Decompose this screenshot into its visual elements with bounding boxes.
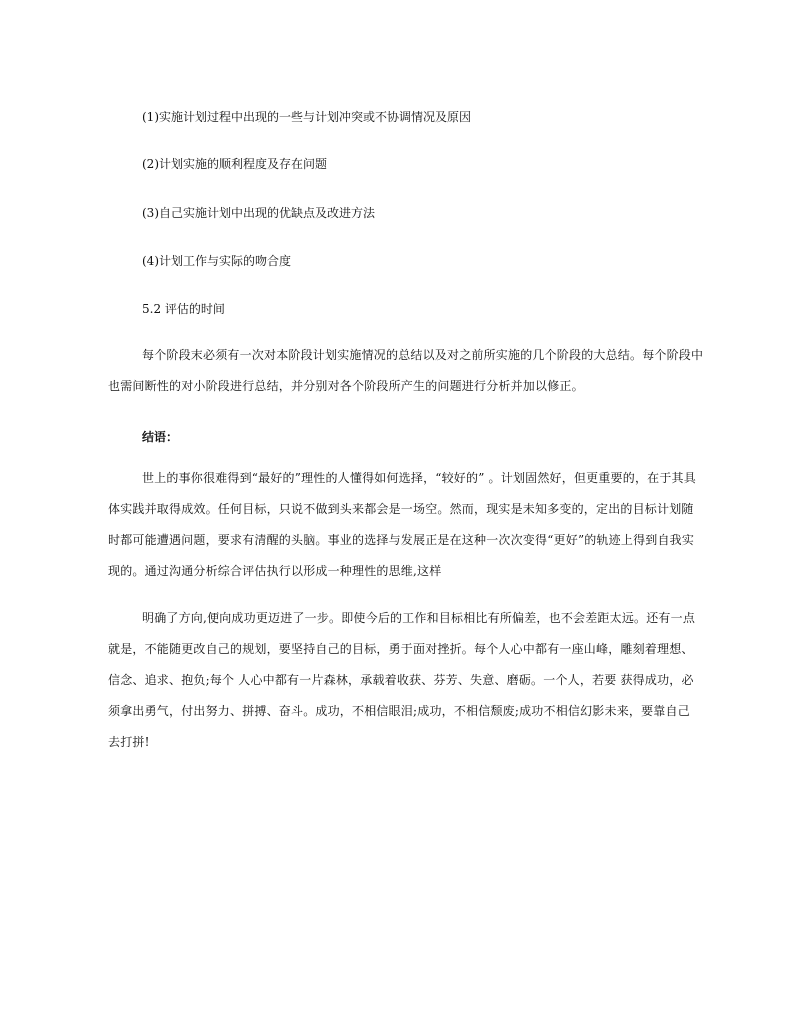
paragraph-line: 也需间断性的对小阶段进行总结，并分别对各个阶段所产生的问题进行分析并加以修正。 — [108, 379, 584, 393]
section-paragraph — [108, 340, 704, 402]
paragraph-line: 世上的事你很难得到“最好的”理性的人懂得如何选择，“较好的” 。计划固然好，但更重要的，在于其具 — [142, 471, 696, 485]
list-item: (4)计划工作与实际的吻合度 — [142, 254, 291, 268]
list-item: (2)计划实施的顺利程度及存在问题 — [142, 157, 327, 171]
paragraph-line: 时都可能遭遇问题，要求有清醒的头脑。事业的选择与发展正是在这种一次次变得“更好”的轨迹上得到自我实 — [108, 533, 695, 547]
paragraph-line: 明确了方向,便向成功更迈进了一步。即使今后的工作和目标相比有所偏差，也不会差距太远。还有一点 — [142, 611, 696, 625]
list-item: (1)实施计划过程中出现的一些与计划冲突或不协调情况及原因 — [142, 110, 472, 124]
list-item: (3)自己实施计划中出现的优缺点及改进方法 — [142, 206, 375, 220]
paragraph-line: 去打拼! — [108, 735, 150, 749]
section-heading: 5.2 评估的时间 — [142, 302, 225, 316]
paragraph-line: 须拿出勇气，付出努力、拼搏、奋斗。成功，不相信眼泪;成功，不相信颓废;成功不相信幻影未来，要靠自己 — [108, 704, 690, 718]
paragraph-line: 每个阶段末必须有一次对本阶段计划实施情况的总结以及对之前所实施的几个阶段的大总结。每个阶段中 — [142, 348, 704, 362]
conclusion-paragraph-1 — [108, 463, 696, 587]
paragraph-line: 信念、追求、抱负;每个 人心中都有一片森林，承载着收获、芬芳、失意、磨砺。一个人，若要 获得成功，必 — [108, 673, 694, 687]
conclusion-paragraph-2 — [108, 603, 696, 758]
paragraph-line: 现的。通过沟通分析综合评估执行以形成一种理性的思维,这样 — [108, 564, 442, 578]
conclusion-heading: 结语： — [142, 430, 179, 444]
paragraph-line: 体实践并取得成效。任何目标，只说不做到头来都会是一场空。然而，现实是未知多变的，定出的目标计划随 — [108, 502, 694, 516]
paragraph-line: 就是，不能随更改自己的规划，要坚持自己的目标，勇于面对挫折。每个人心中都有一座山峰，雕刻着理想、 — [108, 642, 694, 656]
